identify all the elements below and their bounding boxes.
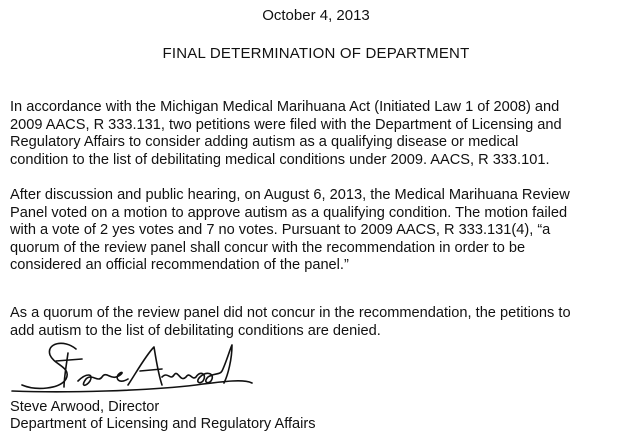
- signer-name-title: Steve Arwood, Director: [10, 399, 160, 415]
- text-line: Panel voted on a motion to approve autism as a qualifying condition. The motion failed: [10, 204, 568, 221]
- text-line: As a quorum of the review panel did not concur in the recommendation, the petitions to: [10, 305, 571, 321]
- handwritten-signature: [6, 333, 266, 401]
- text-line: considered an official recommendation of the panel.”: [10, 257, 349, 274]
- signer-department: Department of Licensing and Regulatory Affairs: [10, 416, 316, 432]
- text-line: with a vote of 2 yes votes and 7 no votes. Pursuant to 2009 AACS, R 333.131(4), “a: [10, 222, 551, 239]
- text-line: condition to the list of debilitating medical conditions under 2009. AACS, R 333.101.: [10, 151, 550, 168]
- document-heading: FINAL DETERMINATION OF DEPARTMENT: [162, 45, 470, 62]
- paragraph-petitions: [10, 99, 632, 169]
- text-line: In accordance with the Michigan Medical Marihuana Act (Initiated Law 1 of 2008) and: [10, 99, 560, 115]
- document-date: October 4, 2013: [262, 7, 370, 24]
- text-line: 2009 AACS, R 333.131, two petitions were filed with the Department of Licensing and: [10, 116, 562, 133]
- paragraph-panel-vote: [10, 187, 632, 275]
- text-line: After discussion and public hearing, on August 6, 2013, the Medical Marihuana Review: [10, 187, 570, 203]
- text-line: Regulatory Affairs to consider adding autism as a qualifying disease or medical: [10, 134, 519, 151]
- text-line: quorum of the review panel shall concur with the recommendation in order to be: [10, 239, 526, 256]
- text-line: add autism to the list of debilitating conditions are denied.: [10, 322, 381, 339]
